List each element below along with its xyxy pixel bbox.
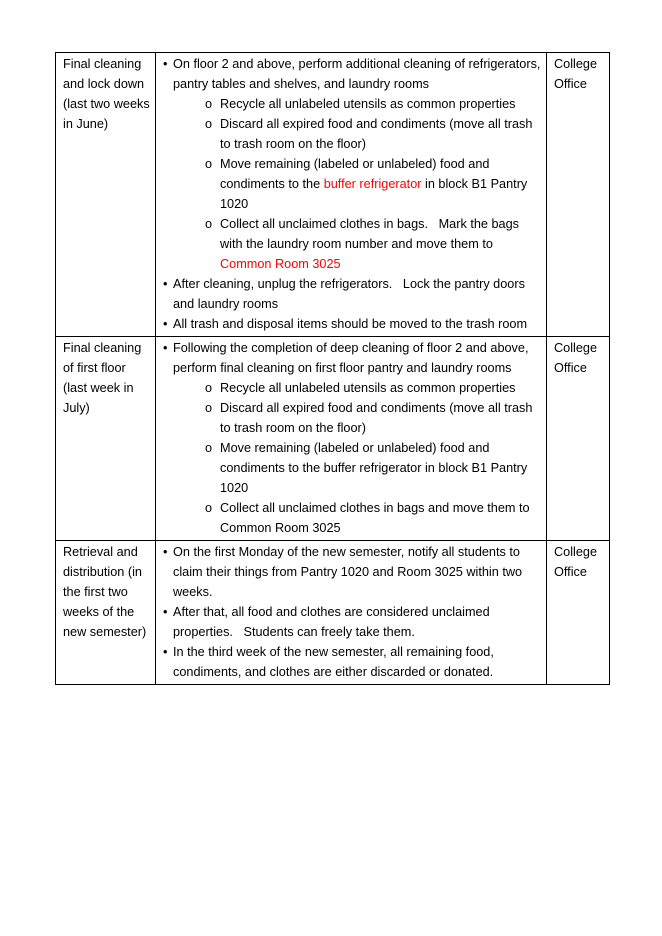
bullet-marker: • — [163, 277, 168, 291]
bullet-item — [163, 602, 542, 642]
item-text — [220, 154, 542, 214]
bullet-marker: • — [163, 645, 168, 659]
item-text — [173, 314, 542, 334]
text-segment: In the third week of the new semester, all remaining food, condiments, and clothes are either discarded or donated. — [173, 645, 498, 679]
sub-bullet-marker: o — [205, 381, 213, 395]
bullet-item — [163, 314, 542, 334]
phase-cell: Final cleaning and lock down (last two weeks in June) — [56, 53, 156, 337]
text-segment: Discard all expired food and condiments (move all trash to trash room on the floor) — [220, 401, 536, 435]
item-text — [173, 274, 542, 314]
text-segment: Collect all unclaimed clothes in bags and move them to Common Room 3025 — [220, 501, 534, 535]
owner-cell: College Office — [547, 337, 610, 541]
sub-bullet-marker: o — [205, 217, 213, 231]
owner-cell: College Office — [547, 541, 610, 685]
sub-bullet-item — [163, 214, 542, 274]
item-text — [220, 114, 542, 154]
item-text — [220, 378, 542, 398]
bullet-item — [163, 274, 542, 314]
sub-bullet-marker: o — [205, 157, 213, 171]
bullet-marker: • — [163, 605, 168, 619]
item-text — [173, 642, 542, 682]
phase-cell: Retrieval and distribution (in the first two weeks of the new semester) — [56, 541, 156, 685]
sub-bullet-item — [163, 438, 542, 498]
sub-bullet-marker: o — [205, 97, 213, 111]
text-segment: Collect all unclaimed clothes in bags. Mark the bags with the laundry room number and move them to — [220, 217, 523, 251]
item-text — [173, 542, 542, 602]
text-segment: Following the completion of deep cleaning of floor 2 and above, perform final cleaning on first floor pantry and laundry rooms — [173, 341, 533, 375]
item-text — [220, 438, 542, 498]
item-text — [173, 338, 542, 378]
item-text — [173, 54, 542, 94]
bullet-item — [163, 542, 542, 602]
red-text-segment: Common Room 3025 — [220, 257, 341, 271]
text-segment: On floor 2 and above, perform additional cleaning of refrigerators, pantry tables and shelves, and laundry rooms — [173, 57, 544, 91]
table-row — [56, 541, 610, 685]
bullet-marker: • — [163, 57, 168, 71]
bullet-marker: • — [163, 545, 168, 559]
item-text — [220, 398, 542, 438]
details-cell — [156, 541, 547, 685]
text-segment: Discard all expired food and condiments (move all trash to trash room on the floor) — [220, 117, 536, 151]
bullet-item — [163, 338, 542, 378]
sub-bullet-marker: o — [205, 401, 213, 415]
sub-bullet-marker: o — [205, 117, 213, 131]
cleaning-schedule-table — [55, 52, 610, 685]
bullet-marker: • — [163, 341, 168, 355]
sub-bullet-item — [163, 378, 542, 398]
owner-cell: College Office — [547, 53, 610, 337]
details-cell — [156, 53, 547, 337]
sub-bullet-item — [163, 114, 542, 154]
text-segment: Move remaining (labeled or unlabeled) food and condiments to the — [220, 157, 493, 191]
item-text — [220, 214, 542, 274]
sub-bullet-item — [163, 94, 542, 114]
item-text — [220, 94, 542, 114]
sub-bullet-marker: o — [205, 441, 213, 455]
text-segment: in block B1 Pantry 1020 — [220, 177, 531, 211]
text-segment: After that, all food and clothes are considered unclaimed properties. Students can freely take them. — [173, 605, 494, 639]
item-text — [173, 602, 542, 642]
bullet-item — [163, 54, 542, 94]
bullet-item — [163, 642, 542, 682]
table-row — [56, 53, 610, 337]
sub-bullet-marker: o — [205, 501, 213, 515]
text-segment: Move remaining (labeled or unlabeled) food and condiments to the buffer refrigerator in block B1 Pantry 1020 — [220, 441, 531, 495]
item-text — [220, 498, 542, 538]
sub-bullet-item — [163, 154, 542, 214]
text-segment: Recycle all unlabeled utensils as common properties — [220, 381, 516, 395]
sub-bullet-item — [163, 398, 542, 438]
text-segment: On the first Monday of the new semester, notify all students to claim their things from Pantry 1020 and Room 3025 within two weeks. — [173, 545, 526, 599]
text-segment: After cleaning, unplug the refrigerators. Lock the pantry doors and laundry rooms — [173, 277, 529, 311]
sub-bullet-item — [163, 498, 542, 538]
text-segment: Recycle all unlabeled utensils as common properties — [220, 97, 516, 111]
table-row — [56, 337, 610, 541]
bullet-marker: • — [163, 317, 168, 331]
details-cell — [156, 337, 547, 541]
text-segment: All trash and disposal items should be moved to the trash room — [173, 317, 528, 331]
red-text-segment: buffer refrigerator — [323, 177, 422, 191]
phase-cell: Final cleaning of first floor (last week in July) — [56, 337, 156, 541]
